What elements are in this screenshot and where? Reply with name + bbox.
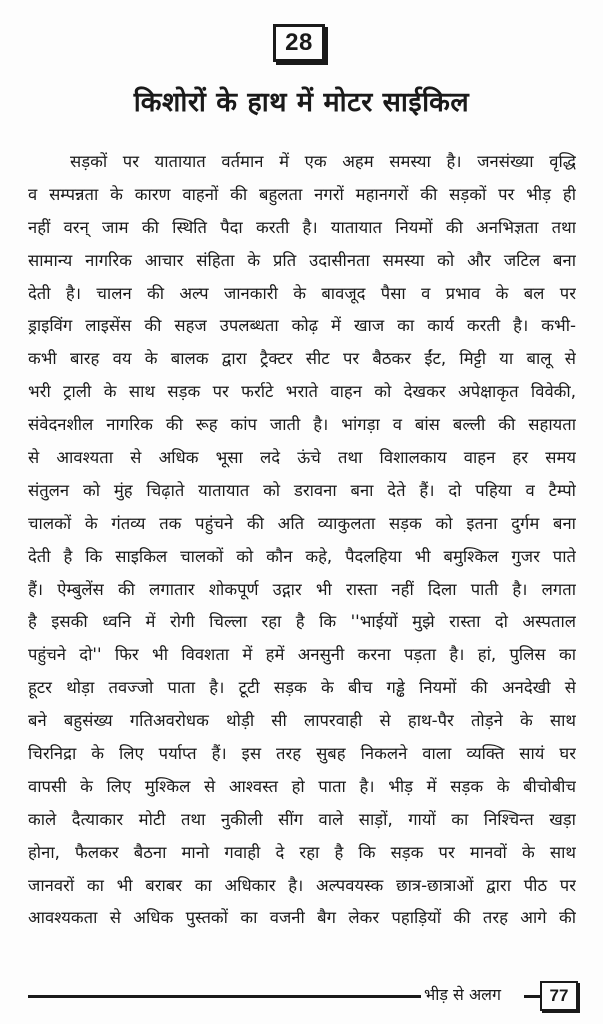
footer-book-title: भीड़ से अलग	[424, 985, 502, 1004]
text-line: बने बहुसंख्य गतिअवरोधक थोड़ी सी लापरवाही से हाथ-पैर तोड़ने के साथ	[28, 711, 576, 731]
chapter-number: 28	[273, 24, 325, 62]
text-line: नहीं वरन् जाम की स्थिति पैदा करती है। यातायात नियमों की अनभिज्ञता तथा	[28, 217, 576, 237]
text-line: जानवरों का भी बराबर का अधिकार है। अल्पवयस्क छात्र-छात्राओं द्वारा पीठ पर	[28, 875, 576, 895]
page-number: 77	[540, 981, 578, 1011]
text-line: चिरनिद्रा के लिए पर्याप्त हैं। इस तरह सुबह निकलने वाला व्यक्ति सायं घर	[28, 744, 576, 764]
text-line: से आवश्यता से अधिक भूसा लदे ऊंचे तथा विशालकाय वाहन हर समय	[28, 448, 576, 468]
text-line: वापसी के लिए मुश्किल से आश्वस्त हो पाता है। भीड़ में सड़क के बीचोबीच	[28, 776, 576, 796]
footer-rule	[28, 995, 421, 998]
text-line: देती है कि साइकिल चालकों को कौन कहे, पैदलहिया भी बमुश्किल गुजर पाते	[28, 546, 576, 566]
text-line: भरी ट्राली के साथ सड़क पर फर्राटे भराते वाहन को देखकर अपेक्षाकृत विवेकी,	[28, 382, 576, 402]
text-line: हूटर थोड़ा तवज्जो पाता है। टूटी सड़क के बीच गड्ढे नियमों की अनदेखी से	[28, 678, 576, 698]
text-line: ड्राइविंग लाइसेंस की सहज उपलब्धता कोढ़ में खाज का कार्य करती है। कभी-	[28, 316, 576, 336]
text-line: काले दैत्याकार मोटी तथा नुकीली सींग वाले साड़ों, गायों का निश्चिन्त खड़ा	[28, 809, 576, 829]
text-line: है इसकी ध्वनि में रोगी चिल्ला रहा है कि ''भाईयों मुझे रास्ता दो अस्पताल	[28, 612, 576, 632]
body-text	[28, 146, 576, 935]
chapter-title: किशोरों के हाथ में मोटर साईकिल	[133, 87, 470, 118]
text-line: होना, फैलकर बैठना मानो गवाही दे रहा है कि सड़क पर मानवों के साथ	[28, 842, 576, 862]
text-line: देती है। चालन की अल्प जानकारी के बावजूद पैसा व प्रभाव के बल पर	[28, 283, 576, 303]
text-line: सड़कों पर यातायात वर्तमान में एक अहम समस्या है। जनसंख्या वृद्धि	[70, 152, 576, 171]
text-line: व सम्पन्नता के कारण वाहनों की बहुलता नगरों महानगरों की सड़कों पर भीड़ ही	[28, 184, 576, 204]
page-footer	[28, 981, 576, 1011]
text-line: आवश्यकता से अधिक पुस्तकों का वजनी बैग लेकर पहाड़ियों की तरह आगे की	[28, 908, 576, 928]
text-line: संवेदनशील नागरिक की रूह कांप जाती है। भांगड़ा व बांस बल्ली की सहायता	[28, 415, 576, 435]
text-line: संतुलन को मुंह चिढ़ाते यातायात को डरावना बना देते हैं। दो पहिया व टैम्पो	[28, 480, 576, 500]
text-line: कभी बारह वय के बालक द्वारा ट्रैक्टर सीट पर बैठकर ईंट, मिट्टी या बालू से	[28, 349, 576, 369]
text-line: हैं। ऐम्बुलेंस की लगातार शोकपूर्ण उद्गार भी रास्ता नहीं दिला पाती है। लगता	[28, 579, 576, 599]
text-line: चालकों के गंतव्य तक पहुंचने की अति व्याकुलता सड़क को इतना दुर्गम बना	[28, 513, 576, 533]
text-line: पहुंचने दो'' फिर भी विवशता में हमें अनसुनी करना पड़ता है। हां, पुलिस का	[28, 645, 576, 665]
text-line: सामान्य नागरिक आचार संहिता के प्रति उदासीनता समस्या को और जटिल बना	[28, 250, 576, 270]
